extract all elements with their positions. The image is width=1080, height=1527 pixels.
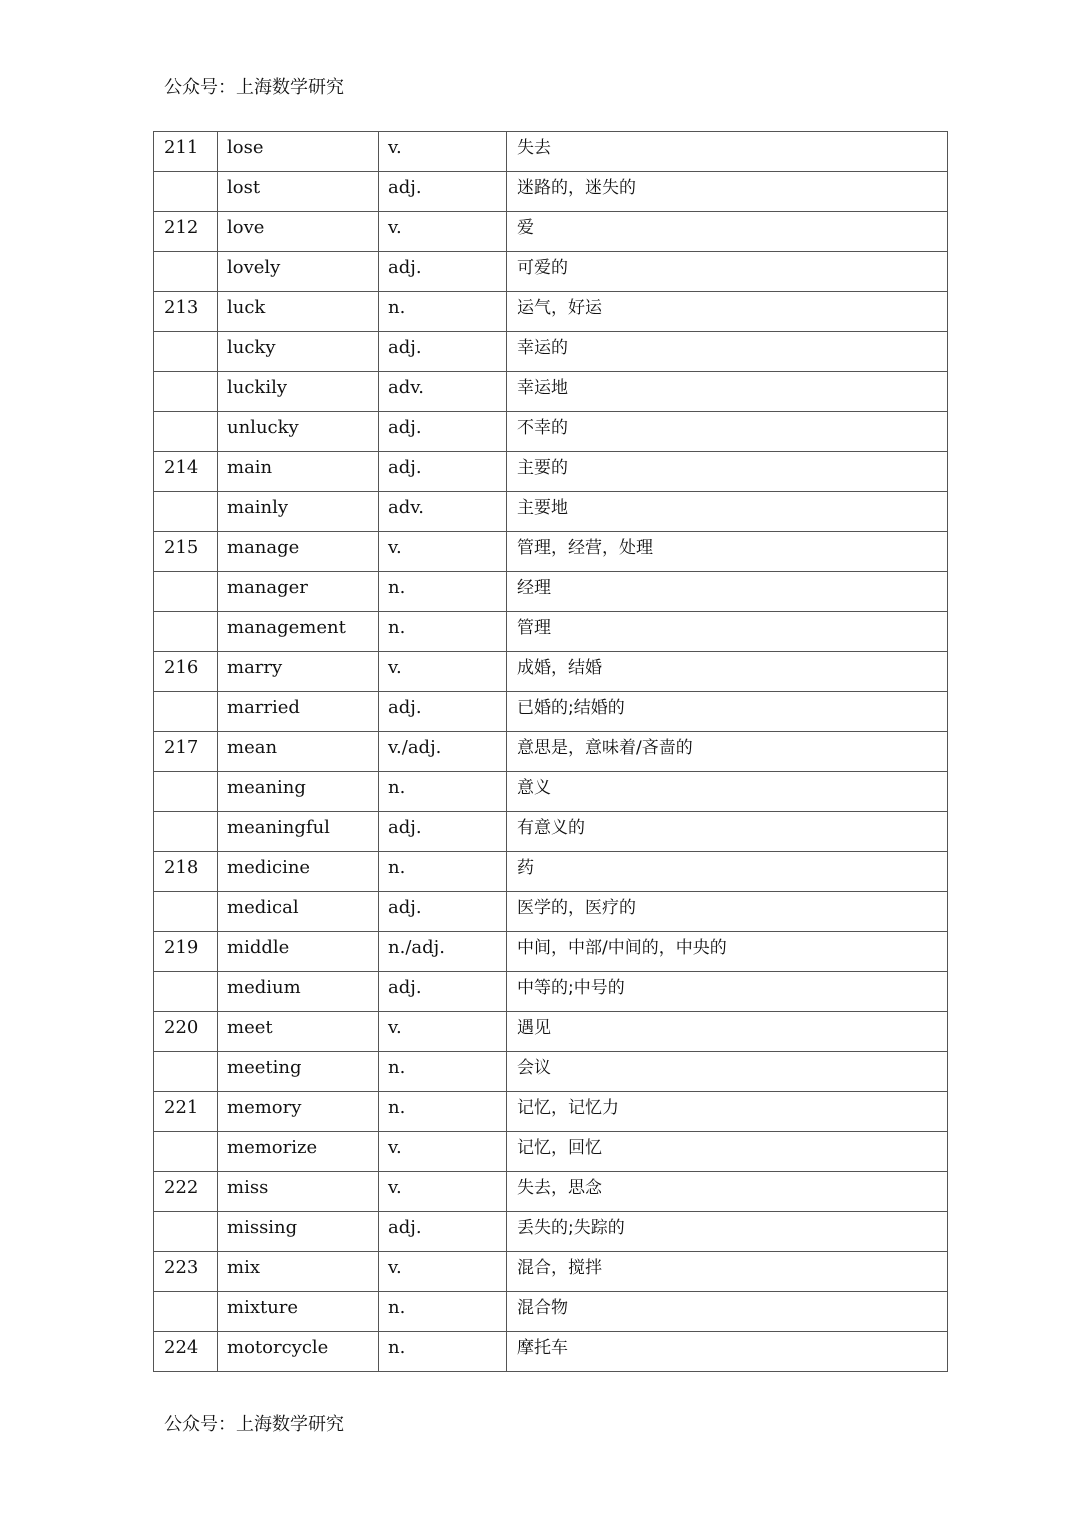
entry-number-cell xyxy=(154,572,218,612)
meaning-cell xyxy=(507,652,948,692)
meaning-cell-text: 有意义的 xyxy=(517,817,585,838)
part-of-speech-cell xyxy=(379,852,507,892)
entry-number-cell xyxy=(154,492,218,532)
word-cell-text: unlucky xyxy=(227,416,299,438)
word-cell xyxy=(218,132,379,172)
entry-number-cell-text: 214 xyxy=(164,456,199,478)
meaning-cell xyxy=(507,572,948,612)
entry-number-cell-text: 212 xyxy=(164,216,199,238)
entry-number-cell xyxy=(154,772,218,812)
entry-number-cell-text: 216 xyxy=(164,656,199,678)
table-row xyxy=(154,412,948,452)
table-row xyxy=(154,692,948,732)
table-row xyxy=(154,1012,948,1052)
meaning-cell xyxy=(507,1132,948,1172)
meaning-cell-text: 医学的，医疗的 xyxy=(517,897,636,918)
part-of-speech-cell xyxy=(379,732,507,772)
word-cell-text: lose xyxy=(227,136,264,158)
word-cell xyxy=(218,652,379,692)
meaning-cell-text: 已婚的;结婚的 xyxy=(517,697,625,718)
meaning-cell xyxy=(507,172,948,212)
entry-number-cell xyxy=(154,1092,218,1132)
part-of-speech-cell xyxy=(379,1292,507,1332)
meaning-cell-text: 意思是，意味着/吝啬的 xyxy=(517,737,693,758)
part-of-speech-cell-text: n. xyxy=(388,296,406,318)
meaning-cell xyxy=(507,932,948,972)
part-of-speech-cell xyxy=(379,892,507,932)
part-of-speech-cell-text: n. xyxy=(388,616,406,638)
part-of-speech-cell xyxy=(379,252,507,292)
meaning-cell xyxy=(507,692,948,732)
word-cell xyxy=(218,1172,379,1212)
table-row xyxy=(154,252,948,292)
meaning-cell xyxy=(507,1092,948,1132)
entry-number-cell xyxy=(154,932,218,972)
entry-number-cell-text: 213 xyxy=(164,296,199,318)
meaning-cell xyxy=(507,332,948,372)
part-of-speech-cell-text: adj. xyxy=(388,256,422,278)
part-of-speech-cell-text: n. xyxy=(388,776,406,798)
meaning-cell xyxy=(507,452,948,492)
word-cell-text: mean xyxy=(227,736,278,758)
part-of-speech-cell-text: v. xyxy=(388,536,402,558)
word-cell xyxy=(218,972,379,1012)
meaning-cell xyxy=(507,1332,948,1372)
part-of-speech-cell-text: v. xyxy=(388,216,402,238)
meaning-cell-text: 丢失的;失踪的 xyxy=(517,1217,625,1238)
meaning-cell-text: 记忆，记忆力 xyxy=(517,1097,619,1118)
part-of-speech-cell-text: adj. xyxy=(388,176,422,198)
meaning-cell xyxy=(507,252,948,292)
meaning-cell xyxy=(507,612,948,652)
table-row xyxy=(154,812,948,852)
meaning-cell-text: 经理 xyxy=(517,577,551,598)
word-cell xyxy=(218,172,379,212)
table-row xyxy=(154,572,948,612)
meaning-cell-text: 主要地 xyxy=(517,497,568,518)
meaning-cell-text: 管理，经营，处理 xyxy=(517,537,653,558)
entry-number-cell xyxy=(154,732,218,772)
part-of-speech-cell xyxy=(379,932,507,972)
part-of-speech-cell xyxy=(379,772,507,812)
word-cell xyxy=(218,772,379,812)
meaning-cell-text: 不幸的 xyxy=(517,417,568,438)
entry-number-cell xyxy=(154,132,218,172)
table-row xyxy=(154,1332,948,1372)
part-of-speech-cell-text: adv. xyxy=(388,496,425,518)
meaning-cell xyxy=(507,212,948,252)
table-row xyxy=(154,1212,948,1252)
table-row xyxy=(154,652,948,692)
part-of-speech-cell xyxy=(379,1252,507,1292)
entry-number-cell xyxy=(154,892,218,932)
entry-number-cell xyxy=(154,1332,218,1372)
entry-number-cell xyxy=(154,452,218,492)
meaning-cell xyxy=(507,972,948,1012)
meaning-cell-text: 幸运地 xyxy=(517,377,568,398)
meaning-cell xyxy=(507,412,948,452)
meaning-cell xyxy=(507,852,948,892)
entry-number-cell xyxy=(154,1012,218,1052)
word-cell-text: lost xyxy=(227,176,261,198)
word-cell-text: motorcycle xyxy=(227,1336,329,1358)
word-cell xyxy=(218,1092,379,1132)
meaning-cell-text: 中间，中部/中间的，中央的 xyxy=(517,937,727,958)
meaning-cell xyxy=(507,1252,948,1292)
entry-number-cell xyxy=(154,612,218,652)
word-cell xyxy=(218,892,379,932)
meaning-cell xyxy=(507,1292,948,1332)
vocabulary-table-body xyxy=(154,132,948,1372)
word-cell-text: main xyxy=(227,456,273,478)
meaning-cell xyxy=(507,372,948,412)
part-of-speech-cell xyxy=(379,372,507,412)
word-cell-text: memorize xyxy=(227,1136,318,1158)
part-of-speech-cell xyxy=(379,1172,507,1212)
table-row xyxy=(154,1252,948,1292)
table-row xyxy=(154,372,948,412)
word-cell xyxy=(218,212,379,252)
part-of-speech-cell-text: n. xyxy=(388,856,406,878)
part-of-speech-cell xyxy=(379,812,507,852)
part-of-speech-cell-text: n. xyxy=(388,1336,406,1358)
entry-number-cell xyxy=(154,692,218,732)
meaning-cell-text: 失去，思念 xyxy=(517,1177,602,1198)
part-of-speech-cell-text: adj. xyxy=(388,456,422,478)
part-of-speech-cell xyxy=(379,1332,507,1372)
part-of-speech-cell xyxy=(379,532,507,572)
meaning-cell xyxy=(507,732,948,772)
meaning-cell-text: 中等的;中号的 xyxy=(517,977,625,998)
meaning-cell xyxy=(507,1052,948,1092)
entry-number-cell xyxy=(154,1252,218,1292)
page-header: 公众号：上海数学研究 xyxy=(164,77,344,98)
part-of-speech-cell xyxy=(379,452,507,492)
word-cell-text: medicine xyxy=(227,856,311,878)
part-of-speech-cell xyxy=(379,972,507,1012)
table-row xyxy=(154,1172,948,1212)
meaning-cell-text: 会议 xyxy=(517,1057,551,1078)
word-cell xyxy=(218,692,379,732)
part-of-speech-cell-text: v. xyxy=(388,136,402,158)
word-cell xyxy=(218,532,379,572)
entry-number-cell xyxy=(154,1052,218,1092)
table-row xyxy=(154,1092,948,1132)
meaning-cell xyxy=(507,1172,948,1212)
meaning-cell-text: 混合，搅拌 xyxy=(517,1257,602,1278)
meaning-cell xyxy=(507,1012,948,1052)
entry-number-cell-text: 223 xyxy=(164,1256,199,1278)
word-cell-text: mix xyxy=(227,1256,260,1278)
entry-number-cell xyxy=(154,812,218,852)
page-footer: 公众号：上海数学研究 xyxy=(164,1414,344,1435)
table-row xyxy=(154,1132,948,1172)
entry-number-cell-text: 211 xyxy=(164,136,199,158)
table-row xyxy=(154,612,948,652)
part-of-speech-cell-text: adj. xyxy=(388,896,422,918)
meaning-cell-text: 管理 xyxy=(517,617,551,638)
entry-number-cell xyxy=(154,212,218,252)
table-row xyxy=(154,332,948,372)
word-cell-text: luckily xyxy=(227,376,288,398)
meaning-cell xyxy=(507,772,948,812)
part-of-speech-cell xyxy=(379,1212,507,1252)
part-of-speech-cell xyxy=(379,1092,507,1132)
word-cell-text: lovely xyxy=(227,256,281,278)
word-cell-text: love xyxy=(227,216,265,238)
entry-number-cell xyxy=(154,972,218,1012)
entry-number-cell-text: 215 xyxy=(164,536,199,558)
part-of-speech-cell-text: v. xyxy=(388,1256,402,1278)
meaning-cell-text: 可爱的 xyxy=(517,257,568,278)
part-of-speech-cell-text: v. xyxy=(388,1136,402,1158)
meaning-cell-text: 意义 xyxy=(517,777,551,798)
table-row xyxy=(154,132,948,172)
table-row xyxy=(154,892,948,932)
entry-number-cell xyxy=(154,532,218,572)
entry-number-cell xyxy=(154,412,218,452)
word-cell xyxy=(218,932,379,972)
word-cell xyxy=(218,252,379,292)
part-of-speech-cell xyxy=(379,412,507,452)
table-row xyxy=(154,732,948,772)
word-cell xyxy=(218,332,379,372)
word-cell xyxy=(218,1132,379,1172)
entry-number-cell xyxy=(154,652,218,692)
part-of-speech-cell xyxy=(379,572,507,612)
word-cell xyxy=(218,492,379,532)
entry-number-cell xyxy=(154,1172,218,1212)
meaning-cell xyxy=(507,812,948,852)
word-cell xyxy=(218,732,379,772)
entry-number-cell xyxy=(154,1292,218,1332)
meaning-cell-text: 混合物 xyxy=(517,1297,568,1318)
table-row xyxy=(154,292,948,332)
table-row xyxy=(154,172,948,212)
part-of-speech-cell xyxy=(379,1012,507,1052)
meaning-cell-text: 迷路的，迷失的 xyxy=(517,177,636,198)
part-of-speech-cell-text: n. xyxy=(388,1296,406,1318)
word-cell-text: married xyxy=(227,696,300,718)
table-row xyxy=(154,772,948,812)
word-cell-text: mainly xyxy=(227,496,289,518)
part-of-speech-cell-text: n. xyxy=(388,1096,406,1118)
word-cell xyxy=(218,1212,379,1252)
entry-number-cell-text: 217 xyxy=(164,736,199,758)
entry-number-cell xyxy=(154,332,218,372)
part-of-speech-cell xyxy=(379,1052,507,1092)
meaning-cell xyxy=(507,492,948,532)
word-cell-text: meaningful xyxy=(227,816,330,838)
word-cell-text: lucky xyxy=(227,336,276,358)
part-of-speech-cell-text: adj. xyxy=(388,976,422,998)
entry-number-cell xyxy=(154,1212,218,1252)
entry-number-cell-text: 218 xyxy=(164,856,199,878)
entry-number-cell-text: 221 xyxy=(164,1096,199,1118)
part-of-speech-cell-text: adj. xyxy=(388,336,422,358)
part-of-speech-cell xyxy=(379,172,507,212)
part-of-speech-cell-text: adj. xyxy=(388,416,422,438)
part-of-speech-cell-text: adj. xyxy=(388,1216,422,1238)
part-of-speech-cell-text: v. xyxy=(388,656,402,678)
word-cell xyxy=(218,572,379,612)
word-cell xyxy=(218,1052,379,1092)
word-cell-text: medium xyxy=(227,976,301,998)
part-of-speech-cell xyxy=(379,212,507,252)
meaning-cell-text: 成婚，结婚 xyxy=(517,657,602,678)
word-cell-text: middle xyxy=(227,936,290,958)
word-cell-text: meet xyxy=(227,1016,273,1038)
part-of-speech-cell xyxy=(379,692,507,732)
word-cell xyxy=(218,1332,379,1372)
table-row xyxy=(154,1052,948,1092)
entry-number-cell xyxy=(154,852,218,892)
word-cell-text: luck xyxy=(227,296,266,318)
meaning-cell xyxy=(507,132,948,172)
meaning-cell xyxy=(507,532,948,572)
meaning-cell xyxy=(507,1212,948,1252)
word-cell-text: mixture xyxy=(227,1296,299,1318)
entry-number-cell xyxy=(154,372,218,412)
word-cell xyxy=(218,1292,379,1332)
meaning-cell-text: 爱 xyxy=(517,217,534,238)
meaning-cell-text: 记忆，回忆 xyxy=(517,1137,602,1158)
part-of-speech-cell-text: v. xyxy=(388,1016,402,1038)
table-row xyxy=(154,452,948,492)
meaning-cell-text: 主要的 xyxy=(517,457,568,478)
word-cell-text: marry xyxy=(227,656,283,678)
table-row xyxy=(154,852,948,892)
table-row xyxy=(154,972,948,1012)
part-of-speech-cell xyxy=(379,1132,507,1172)
part-of-speech-cell-text: v./adj. xyxy=(388,736,442,758)
word-cell-text: meaning xyxy=(227,776,306,798)
meaning-cell xyxy=(507,892,948,932)
part-of-speech-cell xyxy=(379,132,507,172)
vocabulary-table xyxy=(153,131,948,1372)
meaning-cell xyxy=(507,292,948,332)
word-cell xyxy=(218,372,379,412)
meaning-cell-text: 遇见 xyxy=(517,1017,551,1038)
word-cell xyxy=(218,452,379,492)
meaning-cell-text: 幸运的 xyxy=(517,337,568,358)
word-cell xyxy=(218,852,379,892)
word-cell-text: missing xyxy=(227,1216,298,1238)
entry-number-cell xyxy=(154,172,218,212)
part-of-speech-cell-text: n./adj. xyxy=(388,936,445,958)
entry-number-cell xyxy=(154,292,218,332)
word-cell-text: management xyxy=(227,616,346,638)
meaning-cell-text: 药 xyxy=(517,857,534,878)
word-cell-text: manager xyxy=(227,576,308,598)
table-row xyxy=(154,492,948,532)
word-cell-text: meeting xyxy=(227,1056,302,1078)
word-cell xyxy=(218,412,379,452)
part-of-speech-cell xyxy=(379,652,507,692)
part-of-speech-cell xyxy=(379,612,507,652)
entry-number-cell-text: 220 xyxy=(164,1016,199,1038)
part-of-speech-cell xyxy=(379,332,507,372)
word-cell xyxy=(218,812,379,852)
table-row xyxy=(154,932,948,972)
word-cell xyxy=(218,1252,379,1292)
part-of-speech-cell-text: v. xyxy=(388,1176,402,1198)
entry-number-cell-text: 224 xyxy=(164,1336,199,1358)
entry-number-cell-text: 222 xyxy=(164,1176,199,1198)
word-cell-text: miss xyxy=(227,1176,269,1198)
part-of-speech-cell-text: n. xyxy=(388,1056,406,1078)
word-cell-text: medical xyxy=(227,896,299,918)
meaning-cell-text: 失去 xyxy=(517,137,551,158)
table-row xyxy=(154,532,948,572)
word-cell-text: manage xyxy=(227,536,300,558)
meaning-cell-text: 运气，好运 xyxy=(517,297,602,318)
table-row xyxy=(154,212,948,252)
part-of-speech-cell-text: adj. xyxy=(388,696,422,718)
part-of-speech-cell xyxy=(379,492,507,532)
entry-number-cell xyxy=(154,1132,218,1172)
part-of-speech-cell-text: n. xyxy=(388,576,406,598)
word-cell-text: memory xyxy=(227,1096,302,1118)
part-of-speech-cell-text: adv. xyxy=(388,376,425,398)
word-cell xyxy=(218,612,379,652)
word-cell xyxy=(218,292,379,332)
meaning-cell-text: 摩托车 xyxy=(517,1337,568,1358)
word-cell xyxy=(218,1012,379,1052)
entry-number-cell xyxy=(154,252,218,292)
part-of-speech-cell xyxy=(379,292,507,332)
part-of-speech-cell-text: adj. xyxy=(388,816,422,838)
table-row xyxy=(154,1292,948,1332)
entry-number-cell-text: 219 xyxy=(164,936,199,958)
